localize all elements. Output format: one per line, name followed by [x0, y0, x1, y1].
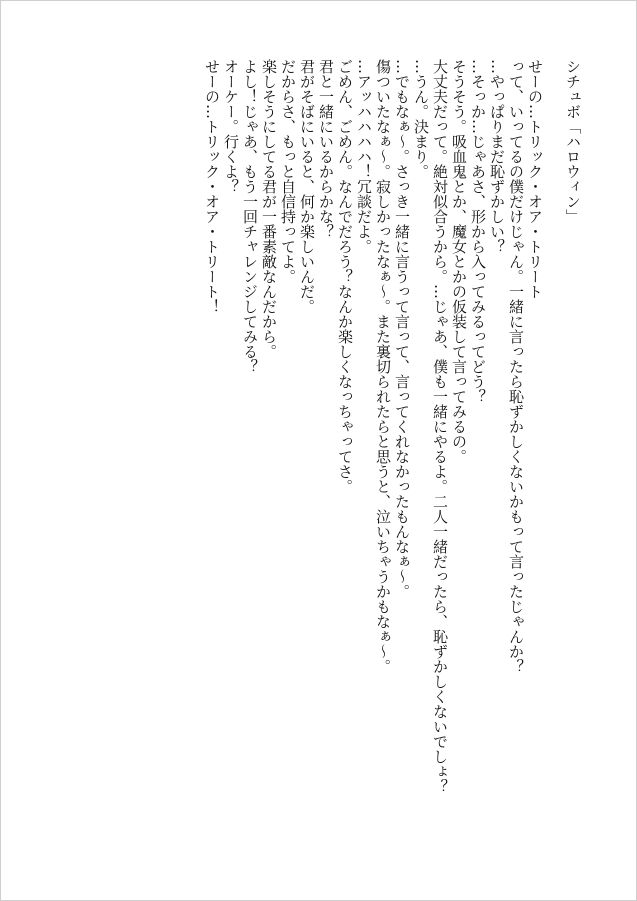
text-line: 君と一緒にいるからかな？: [317, 59, 335, 239]
text-line: オーケー。行くよ？: [222, 59, 240, 194]
text-line: 大丈夫だって。絶対似合うから。…じゃあ、僕も一緒にやるよ。二人一緒だったら、恥ずかしくないでしょ？: [431, 59, 449, 794]
text-line: だからさ、もっと自信持ってよ。: [279, 59, 297, 284]
text-line: …そっか…じゃあさ、形から入ってみるってどう？: [469, 59, 487, 404]
text-line: よし！じゃあ、もう一回チャレンジしてみる？: [241, 59, 259, 374]
text-line: …うん。決まり。: [412, 59, 430, 179]
text-line: せーの…トリック・オア・トリート: [526, 59, 544, 299]
script-text-block: [202, 59, 582, 859]
text-line: 君がそばにいると、何か楽しいんだ。: [298, 59, 316, 314]
text-line: …アッハハハハ！冗談だよ。: [355, 59, 373, 254]
text-line: そうそう。吸血鬼とか、魔女とかの仮装して言ってみるの。: [450, 59, 468, 464]
text-line: 傷ついたなぁ～。寂しかったなぁ～。また裏切られたらと思うと、泣いちゃうかもなぁ～。: [374, 59, 392, 674]
document-title: シチュボ「ハロウィン」: [564, 59, 582, 224]
text-line: …やっぱりまだ恥ずかしい？: [488, 59, 506, 254]
text-line: …でもなぁ～。さっき一緒に言うって言って、言ってくれなかったもんなぁ～。: [393, 59, 411, 599]
text-line: せーの…トリック・オア・トリート！: [203, 59, 221, 314]
text-line: ごめん、ごめん。なんでだろう？なんか楽しくなっちゃってさ。: [336, 59, 354, 494]
text-line: 楽しそうにしてる君が一番素敵なんだから。: [260, 59, 278, 359]
text-line: って、いってるの僕だけじゃん。一緒に言ったら恥ずかしくないかもって言ったじゃんか？: [507, 59, 525, 674]
